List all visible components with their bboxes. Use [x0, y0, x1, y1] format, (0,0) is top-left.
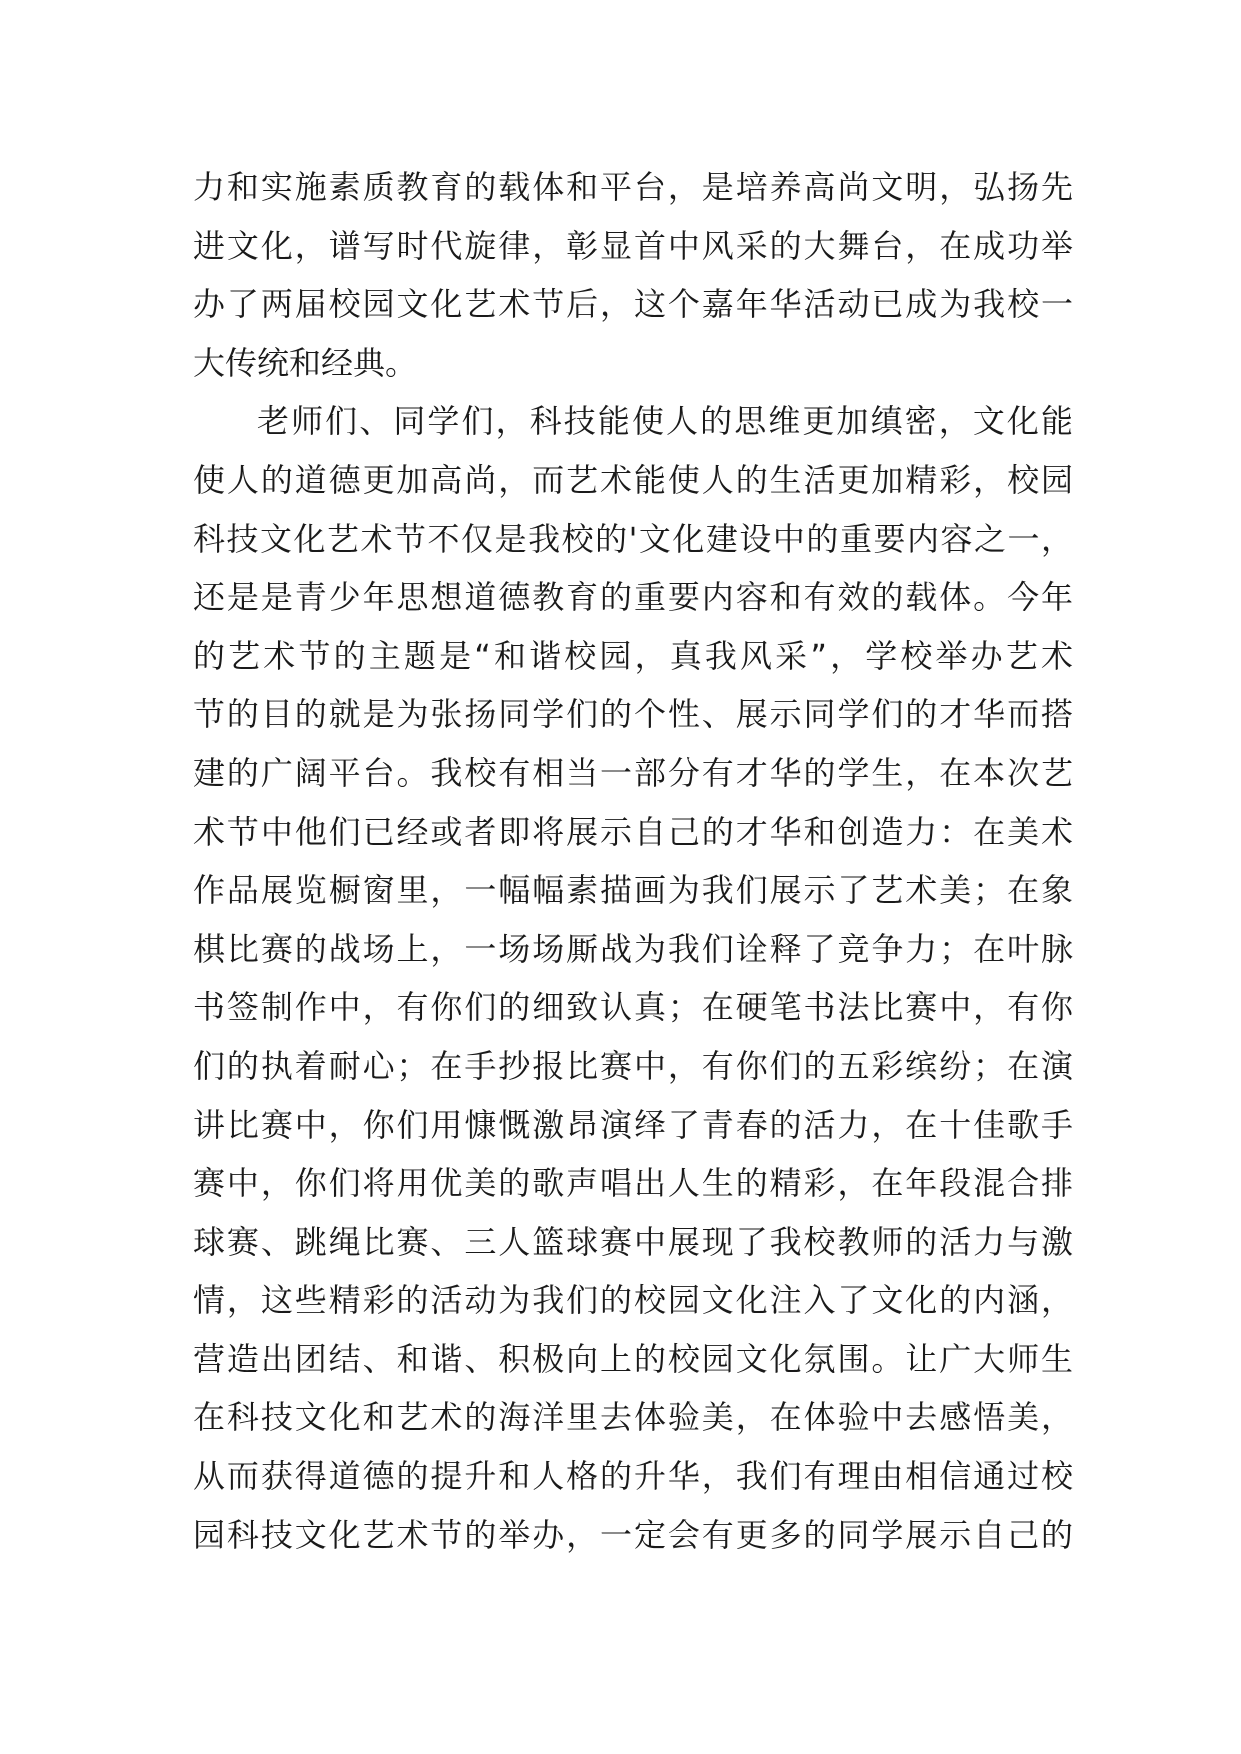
text-line: 办了两届校园文化艺术节后，这个嘉年华活动已成为我校一	[193, 285, 1073, 324]
text-line: 营造出团结、和谐、积极向上的校园文化氛围。让广大师生	[193, 1339, 1073, 1378]
text-line: 们的执着耐心；在手抄报比赛中，有你们的五彩缤纷；在演	[193, 1046, 1073, 1085]
text-line: 进文化，谱写时代旋律，彰显首中风采的大舞台，在成功举	[193, 226, 1073, 265]
text-line: 球赛、跳绳比赛、三人篮球赛中展现了我校教师的活力与激	[193, 1222, 1073, 1261]
text-line: 术节中他们已经或者即将展示自己的才华和创造力：在美术	[193, 812, 1073, 851]
text-line: 作品展览橱窗里，一幅幅素描画为我们展示了艺术美；在象	[193, 871, 1073, 910]
text-line: 力和实施素质教育的载体和平台，是培养高尚文明，弘扬先	[193, 168, 1073, 206]
text-line: 科技文化艺术节不仅是我校的'文化建设中的重要内容之一，	[193, 519, 1073, 558]
text-line: 棋比赛的战场上，一场场厮战为我们诠释了竞争力；在叶脉	[193, 929, 1073, 968]
text-line: 情，这些精彩的活动为我们的校园文化注入了文化的内涵，	[193, 1281, 1073, 1320]
text-line: 节的目的就是为张扬同学们的个性、展示同学们的才华而搭	[193, 695, 1073, 734]
text-line: 还是是青少年思想道德教育的重要内容和有效的载体。今年	[193, 578, 1073, 617]
text-line: 书签制作中，有你们的细致认真；在硬笔书法比赛中，有你	[193, 988, 1073, 1027]
text-line: 从而获得道德的提升和人格的升华，我们有理由相信通过校	[193, 1457, 1073, 1496]
text-line: 老师们、同学们，科技能使人的思维更加缜密，文化能	[257, 402, 1073, 441]
text-line: 建的广阔平台。我校有相当一部分有才华的学生，在本次艺	[193, 753, 1073, 792]
text-line: 园科技文化艺术节的举办，一定会有更多的同学展示自己的	[193, 1515, 1073, 1554]
paragraph-1	[193, 158, 1073, 392]
text-line: 使人的道德更加高尚，而艺术能使人的生活更加精彩，校园	[193, 460, 1073, 499]
document-body	[193, 158, 1073, 1564]
text-line: 赛中，你们将用优美的歌声唱出人生的精彩，在年段混合排	[193, 1164, 1073, 1203]
text-line: 讲比赛中，你们用慷慨激昂演绎了青春的活力，在十佳歌手	[193, 1105, 1073, 1144]
text-line: 大传统和经典。	[193, 343, 418, 382]
text-line: 的艺术节的主题是“和谐校园，真我风采”，学校举办艺术	[193, 636, 1073, 675]
text-line: 在科技文化和艺术的海洋里去体验美，在体验中去感悟美，	[193, 1398, 1073, 1437]
paragraph-2	[193, 392, 1073, 1564]
